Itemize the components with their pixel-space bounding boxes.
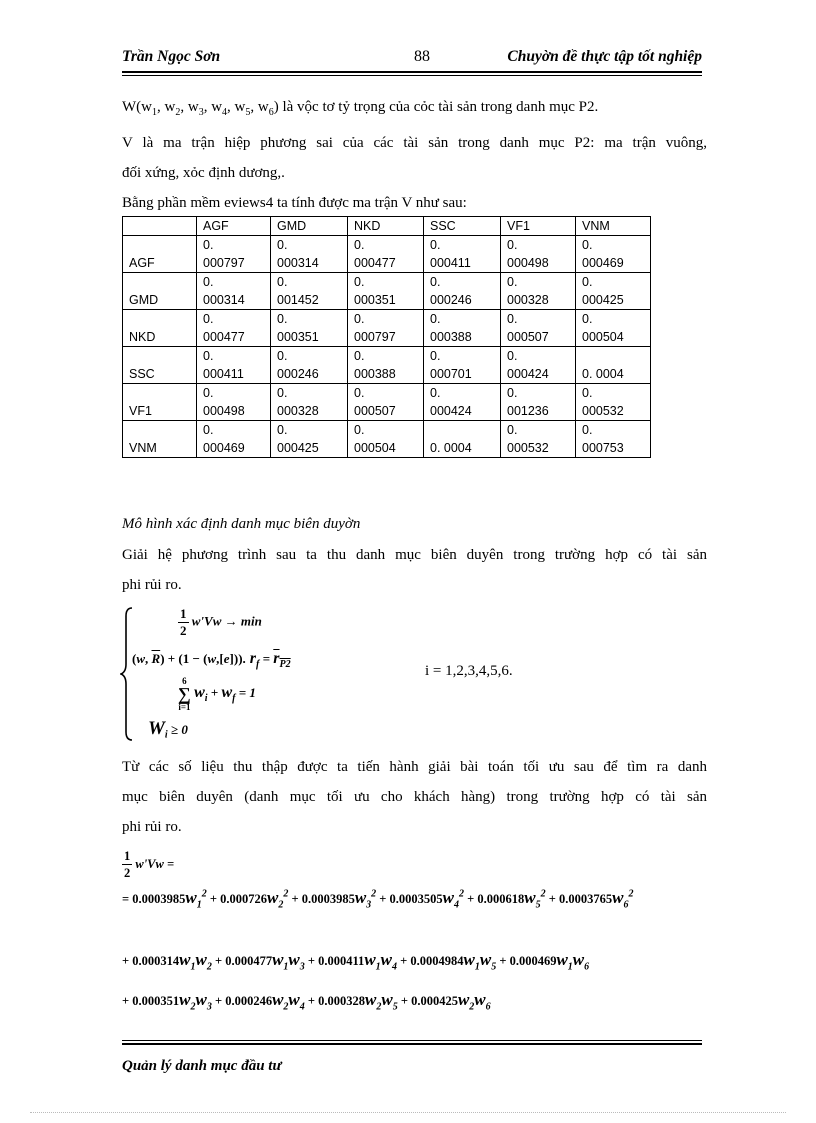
left-brace-icon bbox=[120, 606, 134, 742]
matrix-cell bbox=[348, 384, 424, 421]
matrix-cell-prefix: 0. bbox=[277, 312, 288, 326]
weights-line: $W(w_1$, $w_2$, $w_3$, $w_4$, $w_5$, $w_6$) là vộc tơ tỷ trọng của cỏc tài sản trong danh mục P2. bbox=[122, 99, 599, 118]
coefficient: + 0.000328 bbox=[307, 994, 365, 1008]
weight-variable: $w_5$ bbox=[381, 990, 398, 1013]
footer-text: Quản lý danh mục đầu tư bbox=[122, 1058, 282, 1074]
matrix-row bbox=[123, 310, 651, 347]
matrix-cell-prefix: 0. bbox=[582, 275, 593, 289]
matrix-cell-digits: 000753 bbox=[582, 441, 624, 455]
covariance-line-2: đối xứng, xỏc định dương,. bbox=[122, 165, 285, 181]
section-title: Mô hình xác định danh mục biên duyờn bbox=[122, 516, 361, 532]
weight-variable: $w_2^2$ bbox=[266, 888, 289, 911]
matrix-cell bbox=[271, 421, 348, 458]
equation-2: (w, $\overline{R}) + (1 - (w,[e]))$. $r_f = r_{P2}$ bbox=[132, 650, 291, 671]
matrix-cell-prefix: 0. bbox=[203, 349, 214, 363]
matrix-cell-digits: 000425 bbox=[277, 441, 319, 455]
matrix-col-header: AGF bbox=[197, 217, 271, 236]
weight-variable: $w_6^2$ bbox=[612, 888, 634, 911]
equation-system bbox=[120, 606, 320, 742]
matrix-cell-digits: 001236 bbox=[507, 404, 549, 418]
matrix-cell bbox=[197, 347, 271, 384]
matrix-cell-digits: 000498 bbox=[203, 404, 245, 418]
matrix-cell bbox=[348, 421, 424, 458]
matrix-cell-prefix: 0. bbox=[354, 312, 365, 326]
body-line-1: Từ các số liệu thu thập được ta tiến hành giải bài toán tối ưu sau để tìm ra danh bbox=[122, 759, 707, 775]
matrix-cell-digits: 000411 bbox=[430, 256, 471, 270]
equation-3: 6 ∑ i=1 $w_i + w_f = 1$ bbox=[178, 676, 256, 712]
matrix-row-label: NKD bbox=[123, 310, 197, 347]
matrix-row bbox=[123, 236, 651, 273]
matrix-cell-digits: 000507 bbox=[507, 330, 549, 344]
matrix-cell-prefix: 0. bbox=[430, 275, 441, 289]
coefficient: + 0.0004984 bbox=[400, 954, 464, 968]
matrix-cell-prefix: 0. bbox=[277, 238, 288, 252]
matrix-cell bbox=[271, 273, 348, 310]
matrix-cell-digits: 000246 bbox=[277, 367, 319, 381]
matrix-cell-prefix: 0. bbox=[507, 312, 518, 326]
matrix-cell-prefix: 0. bbox=[507, 386, 518, 400]
section-paragraph bbox=[122, 540, 707, 600]
weight-variable: $w_6$ bbox=[572, 950, 590, 973]
matrix-cell bbox=[424, 347, 501, 384]
matrix-cell-prefix: 0. bbox=[507, 238, 518, 252]
matrix-cell-prefix: 0. bbox=[582, 312, 593, 326]
matrix-cell-digits: 000246 bbox=[430, 293, 472, 307]
matrix-col-header: NKD bbox=[348, 217, 424, 236]
equation-1: $\frac{1}{2}$ w'Vw → min bbox=[180, 606, 262, 638]
page-bottom-dotted-line bbox=[30, 1112, 786, 1113]
covariance-line-1: V là ma trận hiệp phương sai của các tài sản trong danh mục P2: ma trận vuông, bbox=[122, 135, 707, 151]
matrix-cell bbox=[576, 384, 651, 421]
matrix-cell-digits: 000388 bbox=[430, 330, 472, 344]
matrix-cell-digits: 000797 bbox=[354, 330, 396, 344]
covariance-matrix-table bbox=[122, 216, 651, 458]
matrix-cell-prefix: 0. bbox=[277, 386, 288, 400]
coefficient: + 0.000351 bbox=[122, 994, 180, 1008]
matrix-cell bbox=[348, 236, 424, 273]
matrix-cell-digits: 000498 bbox=[507, 256, 549, 270]
coefficient: = 0.0003985 bbox=[122, 892, 186, 906]
matrix-cell-prefix: 0. bbox=[277, 275, 288, 289]
equation-4: $W_i \ge 0$ bbox=[148, 718, 188, 741]
coefficient: + 0.0003505 bbox=[376, 892, 443, 906]
coefficient: + 0.000314 bbox=[122, 954, 180, 968]
matrix-cell-prefix: 0. bbox=[507, 349, 518, 363]
matrix-row-label: GMD bbox=[123, 273, 197, 310]
matrix-cell bbox=[348, 273, 424, 310]
matrix-corner-cell bbox=[123, 217, 197, 236]
weight-variable: $w_4^2$ bbox=[442, 888, 464, 911]
coefficient: + 0.000477 bbox=[214, 954, 273, 968]
weight-variable: $w_2$ bbox=[179, 990, 196, 1013]
matrix-row-label: VNM bbox=[123, 421, 197, 458]
weight-variable: $w_1$ bbox=[556, 950, 573, 973]
coefficient: + 0.000726 bbox=[206, 892, 267, 906]
matrix-cell-digits: 000477 bbox=[203, 330, 245, 344]
weight-variable: $w_4$ bbox=[380, 950, 397, 973]
matrix-cell-prefix: 0. bbox=[354, 386, 365, 400]
matrix-cell-digits: 000504 bbox=[354, 441, 396, 455]
matrix-cell bbox=[576, 273, 651, 310]
weight-variable: $w_1$ bbox=[179, 950, 196, 973]
matrix-cell bbox=[576, 421, 651, 458]
matrix-cell-digits: 000424 bbox=[430, 404, 472, 418]
matrix-row-label: VF1 bbox=[123, 384, 197, 421]
header-rule-thin bbox=[122, 75, 702, 76]
matrix-cell-digits: 000351 bbox=[277, 330, 319, 344]
weight-variable: $w_5$ bbox=[479, 950, 497, 973]
objective-cross-terms-1 bbox=[122, 950, 589, 972]
matrix-cell bbox=[197, 421, 271, 458]
weight-variable: $w_4$ bbox=[288, 990, 305, 1013]
matrix-cell-digits: 001452 bbox=[277, 293, 319, 307]
matrix-row-label: SSC bbox=[123, 347, 197, 384]
matrix-cell bbox=[348, 310, 424, 347]
section-line-2: phi rủi ro. bbox=[122, 577, 182, 593]
matrix-cell bbox=[501, 273, 576, 310]
matrix-cell-digits: 000314 bbox=[277, 256, 319, 270]
weight-variable: $w_3$ bbox=[288, 950, 305, 973]
matrix-cell-digits: 000425 bbox=[582, 293, 624, 307]
matrix-cell bbox=[271, 347, 348, 384]
matrix-cell-prefix: 0. bbox=[203, 312, 214, 326]
matrix-cell-digits: 000328 bbox=[507, 293, 549, 307]
weight-variable: $w_5^2$ bbox=[524, 888, 546, 911]
matrix-cell-prefix: 0. bbox=[354, 423, 365, 437]
matrix-cell bbox=[424, 421, 501, 458]
matrix-cell-prefix: 0. bbox=[430, 349, 441, 363]
weight-variable: $w_6$ bbox=[474, 990, 491, 1013]
matrix-cell bbox=[501, 347, 576, 384]
matrix-cell-prefix: 0. bbox=[582, 238, 593, 252]
matrix-cell bbox=[271, 310, 348, 347]
coefficient: + 0.000246 bbox=[214, 994, 273, 1008]
matrix-cell bbox=[576, 347, 651, 384]
matrix-cell bbox=[424, 384, 501, 421]
matrix-row bbox=[123, 347, 651, 384]
eviews-line: Bằng phần mềm eviews4 ta tính được ma trận V như sau: bbox=[122, 195, 467, 211]
weight-variable: $w_1^2$ bbox=[185, 888, 207, 911]
coefficient: + 0.000425 bbox=[400, 994, 458, 1008]
matrix-cell bbox=[501, 236, 576, 273]
matrix-row bbox=[123, 273, 651, 310]
matrix-cell-digits: 000507 bbox=[354, 404, 396, 418]
matrix-cell bbox=[501, 310, 576, 347]
matrix-cell-prefix: 0. bbox=[430, 312, 441, 326]
matrix-cell-prefix: 0. bbox=[203, 238, 214, 252]
weight-variable: $w_1$ bbox=[463, 950, 480, 973]
matrix-cell bbox=[197, 236, 271, 273]
footer-rule-thick bbox=[122, 1043, 702, 1045]
weight-variable: $w_1$ bbox=[272, 950, 289, 973]
coefficient: + 0.0003765 bbox=[545, 892, 613, 906]
matrix-cell-digits: 000424 bbox=[507, 367, 549, 381]
matrix-cell-digits: 000532 bbox=[507, 441, 549, 455]
matrix-cell-prefix: 0. bbox=[354, 238, 365, 252]
matrix-row bbox=[123, 421, 651, 458]
weight-variable: $w_3$ bbox=[195, 990, 212, 1013]
weight-variable: $w_2$ bbox=[365, 990, 382, 1013]
header-author: Trần Ngọc Sơn bbox=[122, 48, 221, 65]
matrix-cell-prefix: 0. bbox=[203, 275, 214, 289]
matrix-cell bbox=[424, 273, 501, 310]
matrix-col-header: GMD bbox=[271, 217, 348, 236]
matrix-cell-prefix: 0. bbox=[507, 275, 518, 289]
matrix-col-header: VF1 bbox=[501, 217, 576, 236]
matrix-cell-prefix: 0. bbox=[203, 423, 214, 437]
weight-variable: $w_3^2$ bbox=[354, 888, 377, 911]
weight-variable: $w_1$ bbox=[364, 950, 381, 973]
matrix-cell bbox=[197, 273, 271, 310]
objective-lhs: $\frac{1}{2}$ w'Vw = bbox=[124, 849, 175, 880]
matrix-cell-prefix: 0. bbox=[277, 349, 288, 363]
body-paragraph bbox=[122, 752, 707, 842]
matrix-row-label: AGF bbox=[123, 236, 197, 273]
matrix-cell-digits: 000351 bbox=[354, 293, 396, 307]
matrix-cell-prefix: 0. bbox=[354, 275, 365, 289]
header-title: Chuyờn đề thực tập tốt nghiệp bbox=[507, 48, 702, 65]
matrix-cell-prefix: 0. bbox=[582, 423, 593, 437]
matrix-cell-digits: 000314 bbox=[203, 293, 245, 307]
matrix-cell-prefix: 0. bbox=[277, 423, 288, 437]
matrix-header-row bbox=[123, 217, 651, 236]
coefficient: + 0.000618 bbox=[464, 892, 525, 906]
matrix-cell-digits: 0. 0004 bbox=[582, 367, 624, 381]
matrix-cell-digits: 000388 bbox=[354, 367, 396, 381]
matrix-cell-digits: 000477 bbox=[354, 256, 396, 270]
matrix-cell-prefix: 0. bbox=[507, 423, 518, 437]
matrix-cell-digits: 000469 bbox=[203, 441, 245, 455]
weight-variable: $w_2$ bbox=[457, 990, 475, 1013]
matrix-cell bbox=[197, 310, 271, 347]
matrix-cell-digits: 000469 bbox=[582, 256, 624, 270]
matrix-cell-digits: 000532 bbox=[582, 404, 624, 418]
matrix-cell bbox=[424, 310, 501, 347]
matrix-cell-prefix: 0. bbox=[203, 386, 214, 400]
objective-cross-terms-2 bbox=[122, 990, 491, 1012]
matrix-cell-digits: 000701 bbox=[430, 367, 472, 381]
weight-variable: $w_2$ bbox=[195, 950, 212, 973]
page-header bbox=[122, 48, 702, 70]
weights-line-text: ) là vộc tơ tỷ trọng của cỏc tài sản trong danh mục P2. bbox=[273, 99, 599, 115]
matrix-cell-prefix: 0. bbox=[582, 386, 593, 400]
matrix-cell-digits: 0. 0004 bbox=[430, 441, 472, 455]
index-condition: i = 1,2,3,4,5,6. bbox=[425, 663, 513, 679]
matrix-cell-digits: 000797 bbox=[203, 256, 245, 270]
matrix-cell bbox=[271, 384, 348, 421]
matrix-cell bbox=[576, 236, 651, 273]
body-line-2: mục biên duyên (danh mục tối ưu cho khách hàng) trong trường hợp có tài sản bbox=[122, 789, 707, 805]
footer-rule-thin bbox=[122, 1040, 702, 1041]
header-rule-thick bbox=[122, 71, 702, 73]
matrix-cell-prefix: 0. bbox=[430, 238, 441, 252]
body-line-3: phi rủi ro. bbox=[122, 819, 182, 835]
matrix-cell bbox=[501, 384, 576, 421]
intro-paragraph bbox=[122, 92, 707, 218]
matrix-cell bbox=[501, 421, 576, 458]
matrix-cell-prefix: 0. bbox=[354, 349, 365, 363]
matrix-cell bbox=[271, 236, 348, 273]
weight-variable: $w_2$ bbox=[272, 990, 289, 1013]
section-line-1: Giải hệ phương trình sau ta thu danh mục biên duyên trong trường hợp có tài sản bbox=[122, 547, 707, 563]
coefficient: + 0.000469 bbox=[499, 954, 557, 968]
matrix-col-header: VNM bbox=[576, 217, 651, 236]
matrix-col-header: SSC bbox=[424, 217, 501, 236]
matrix-cell bbox=[197, 384, 271, 421]
matrix-cell bbox=[424, 236, 501, 273]
matrix-cell-digits: 000411 bbox=[203, 367, 244, 381]
coefficient: + 0.0003985 bbox=[288, 892, 355, 906]
coefficient: + 0.000411 bbox=[307, 954, 365, 968]
page-number: 88 bbox=[414, 48, 430, 65]
matrix-cell-digits: 000328 bbox=[277, 404, 319, 418]
matrix-row bbox=[123, 384, 651, 421]
matrix-cell bbox=[576, 310, 651, 347]
matrix-cell bbox=[348, 347, 424, 384]
matrix-cell-digits: 000504 bbox=[582, 330, 624, 344]
objective-squared-terms bbox=[122, 888, 633, 910]
matrix-cell-prefix: 0. bbox=[430, 386, 441, 400]
